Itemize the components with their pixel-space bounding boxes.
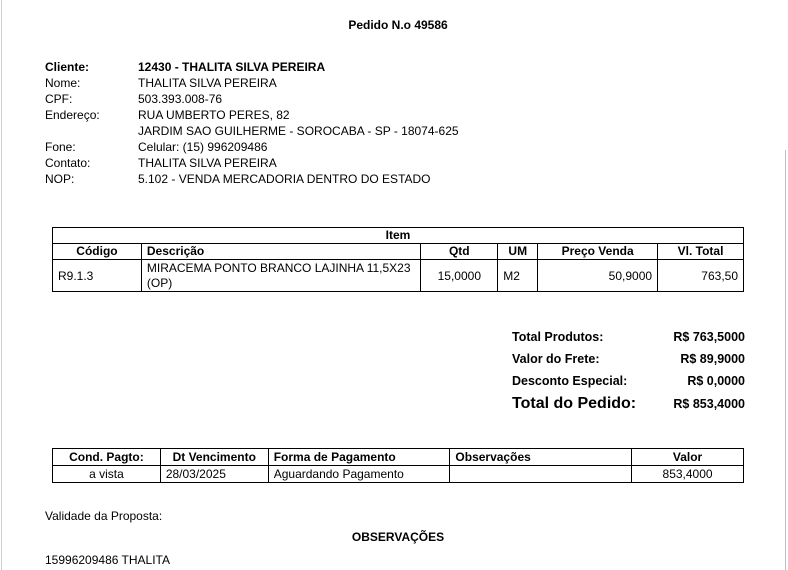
item-preco: 50,9000 bbox=[538, 260, 658, 292]
items-caption-row bbox=[53, 228, 744, 244]
total-pedido-value: R$ 853,4000 bbox=[673, 397, 745, 411]
pay-forma: Aguardando Pagamento bbox=[268, 466, 450, 483]
cpf-label: CPF: bbox=[45, 92, 73, 106]
observacoes-title: OBSERVAÇÕES bbox=[351, 530, 445, 544]
contact-label: Contato: bbox=[45, 156, 91, 170]
table-row bbox=[53, 466, 744, 483]
pay-cond: a vista bbox=[53, 466, 161, 483]
address-line2: JARDIM SAO GUILHERME - SOROCABA - SP - 18074-625 bbox=[138, 124, 459, 138]
item-descricao: MIRACEMA PONTO BRANCO LAJINHA 11,5X23 (OP) bbox=[141, 260, 420, 292]
observacoes-text: 15996209486 THALITA bbox=[45, 553, 170, 567]
nop-value: 5.102 - VENDA MERCADORIA DENTRO DO ESTADO bbox=[138, 172, 431, 186]
item-total: 763,50 bbox=[658, 260, 744, 292]
item-qtd: 15,0000 bbox=[421, 260, 498, 292]
name-label: Nome: bbox=[45, 76, 81, 90]
nop-row bbox=[45, 171, 459, 187]
address-row bbox=[45, 107, 459, 123]
address-row-2 bbox=[45, 123, 459, 139]
col-qtd: Qtd bbox=[421, 244, 498, 260]
contact-value: THALITA SILVA PEREIRA bbox=[138, 156, 277, 170]
col-total: Vl. Total bbox=[658, 244, 744, 260]
col-forma-pagamento: Forma de Pagamento bbox=[268, 449, 450, 466]
total-pedido-row bbox=[512, 392, 745, 416]
desconto-label: Desconto Especial: bbox=[512, 374, 628, 388]
payment-header-row bbox=[53, 449, 744, 466]
col-valor: Valor bbox=[632, 449, 744, 466]
col-observacoes: Observações bbox=[450, 449, 632, 466]
total-produtos-label: Total Produtos: bbox=[512, 330, 604, 344]
items-caption: Item bbox=[53, 228, 744, 244]
table-row bbox=[53, 260, 744, 292]
frete-value: R$ 89,9000 bbox=[680, 352, 745, 366]
desconto-value: R$ 0,0000 bbox=[687, 374, 745, 388]
frete-row bbox=[512, 348, 745, 370]
col-dt-vencimento: Dt Vencimento bbox=[160, 449, 268, 466]
address-line1: RUA UMBERTO PERES, 82 bbox=[138, 108, 290, 122]
total-produtos-row bbox=[512, 326, 745, 348]
item-um: M2 bbox=[498, 260, 538, 292]
pay-obs bbox=[450, 466, 632, 483]
cpf-value: 503.393.008-76 bbox=[138, 92, 223, 106]
name-row bbox=[45, 75, 459, 91]
desconto-row bbox=[512, 370, 745, 392]
phone-label: Fone: bbox=[45, 140, 76, 154]
contact-row bbox=[45, 155, 459, 171]
col-um: UM bbox=[498, 244, 538, 260]
address-label: Endereço: bbox=[45, 108, 100, 122]
item-codigo: R9.1.3 bbox=[53, 260, 142, 292]
page-left-border bbox=[1, 0, 2, 570]
scrollbar-edge bbox=[785, 150, 786, 570]
client-label: Cliente: bbox=[45, 60, 90, 74]
client-info bbox=[45, 59, 459, 187]
items-table bbox=[52, 227, 744, 292]
nop-label: NOP: bbox=[45, 172, 75, 186]
client-value: 12430 - THALITA SILVA PEREIRA bbox=[138, 60, 326, 74]
phone-value: Celular: (15) 996209486 bbox=[138, 140, 268, 154]
address-label-empty bbox=[45, 123, 138, 139]
total-produtos-value: R$ 763,5000 bbox=[673, 330, 745, 344]
cpf-row bbox=[45, 91, 459, 107]
pay-vencimento: 28/03/2025 bbox=[160, 466, 268, 483]
totals-block bbox=[512, 326, 745, 416]
client-row bbox=[45, 59, 459, 75]
col-preco: Preço Venda bbox=[538, 244, 658, 260]
phone-row bbox=[45, 139, 459, 155]
pay-valor: 853,4000 bbox=[632, 466, 744, 483]
total-pedido-label: Total do Pedido: bbox=[512, 395, 637, 412]
col-descricao: Descrição bbox=[141, 244, 420, 260]
items-header-row bbox=[53, 244, 744, 260]
col-cond-pagto: Cond. Pagto: bbox=[53, 449, 161, 466]
order-title: Pedido N.o 49586 bbox=[348, 18, 448, 32]
payment-table bbox=[52, 448, 744, 483]
frete-label: Valor do Frete: bbox=[512, 352, 600, 366]
col-codigo: Código bbox=[53, 244, 142, 260]
name-value: THALITA SILVA PEREIRA bbox=[138, 76, 277, 90]
validade-proposta: Validade da Proposta: bbox=[45, 509, 163, 523]
